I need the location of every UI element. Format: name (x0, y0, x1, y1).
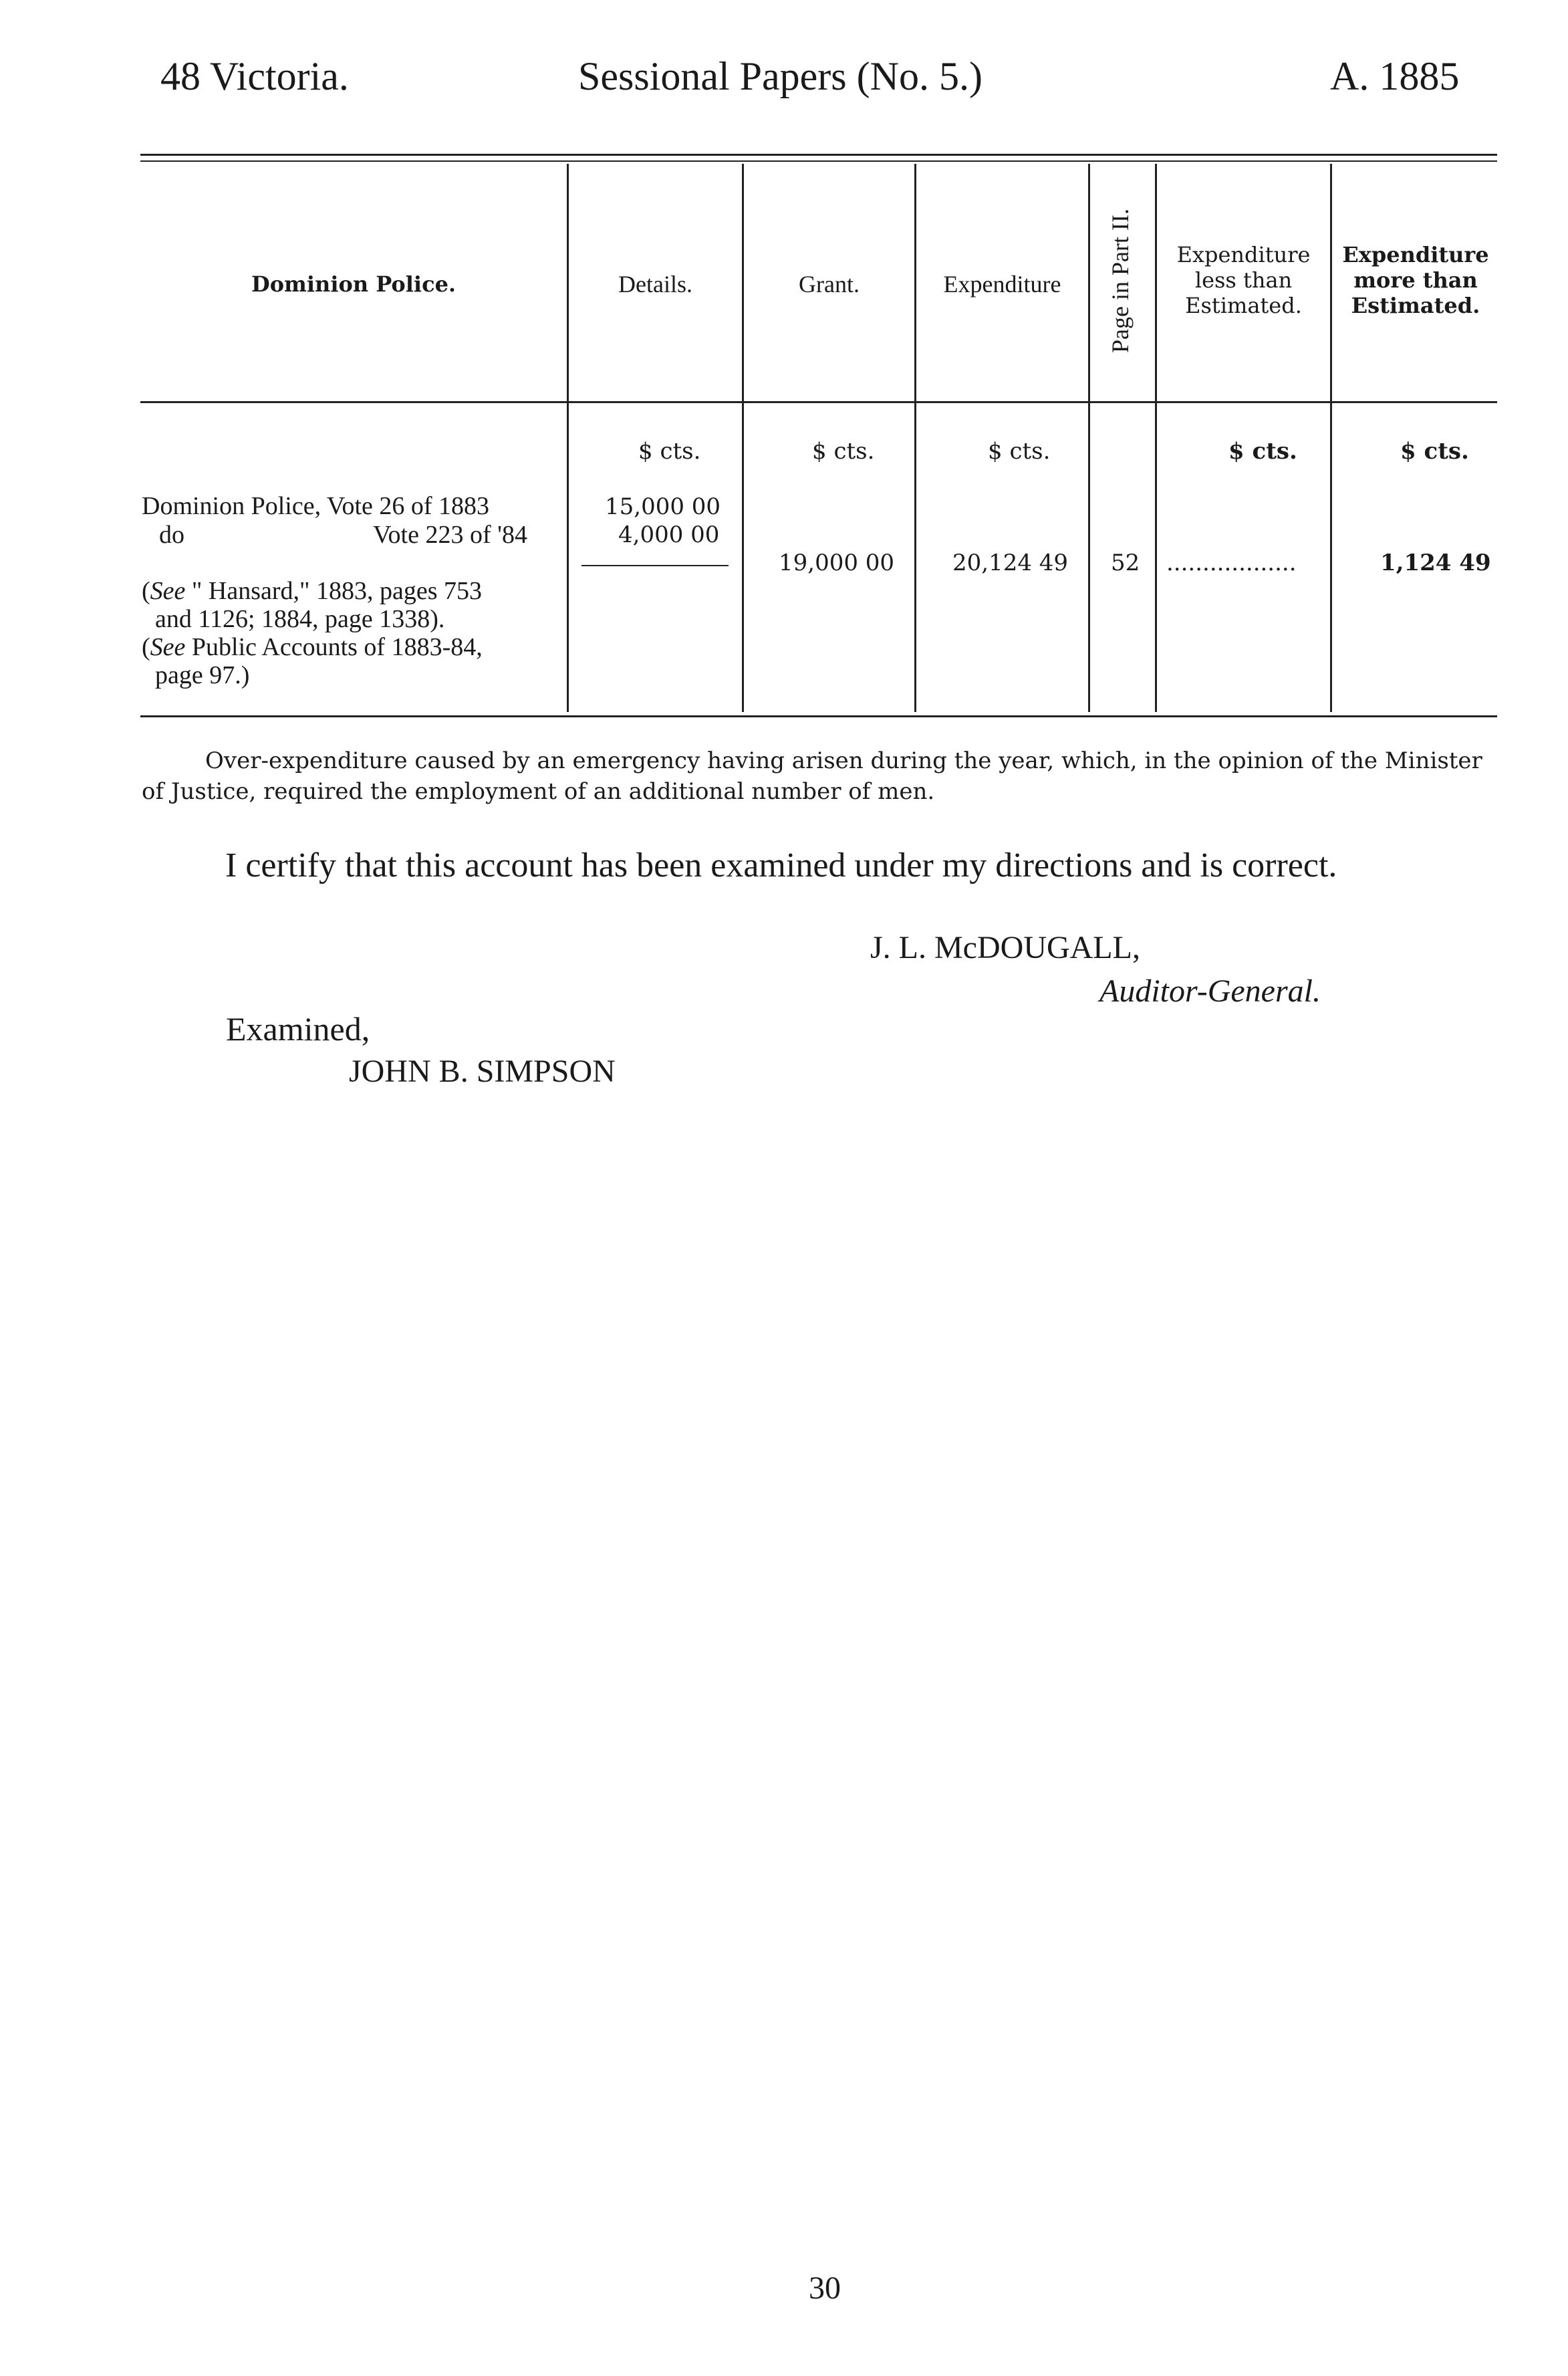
reference-hansard: (See " Hansard," 1883, pages 753 (142, 577, 483, 605)
col-header-more-line3: Estimated. (1351, 293, 1480, 318)
page-number: 30 (809, 2270, 841, 2306)
hansard-ref: " Hansard," 1883, pages 753 (191, 577, 483, 605)
col-header-more-line1: Expenditure (1342, 242, 1489, 267)
header-bottom-rule (140, 401, 1497, 403)
total-page: 52 (1111, 550, 1140, 576)
col-header-less (1157, 242, 1330, 318)
reference-hansard-2: and 1126; 1884, page 1338). (155, 605, 445, 633)
see-1: See (150, 577, 186, 605)
auditor-name: J. L. McDOUGALL, (870, 930, 1140, 965)
unit-less: $ cts. (1228, 438, 1297, 465)
total-less: .................. (1166, 550, 1297, 576)
col-header-less-line3: Estimated. (1185, 293, 1302, 318)
row-1-details: 15,000 00 (605, 493, 721, 520)
col-header-grant: Grant. (799, 271, 860, 298)
col-header-less-line2: less than (1194, 267, 1293, 293)
col-header-details: Details. (618, 271, 692, 298)
col-header-more (1332, 242, 1499, 318)
col-header-description: Dominion Police. (251, 271, 456, 297)
col-divider-3 (914, 164, 916, 712)
col-divider-4 (1088, 164, 1090, 712)
total-grant: 19,000 00 (779, 550, 895, 576)
unit-details: $ cts. (638, 438, 701, 465)
see-2: See (150, 633, 186, 661)
unit-more: $ cts. (1400, 438, 1469, 465)
col-header-less-line1: Expenditure (1176, 242, 1311, 267)
over-expenditure-note: Over-expenditure caused by an emergency having arisen during the year, which, in the opinion of the Minister of Justice, required the employment of an additional number of men. (142, 747, 1482, 805)
reference-public-accounts: (See Public Accounts of 1883-84, (142, 633, 483, 661)
examined-label: Examined, (226, 1010, 370, 1048)
unit-grant: $ cts. (812, 438, 875, 465)
col-divider-2 (742, 164, 744, 712)
public-ref: Public Accounts of 1883-84, (191, 633, 483, 661)
auditor-title: Auditor-General. (1099, 973, 1321, 1009)
row-2-label: Vote 223 of '84 (373, 521, 527, 549)
col-divider-1 (567, 164, 569, 712)
col-header-expenditure: Expenditure (943, 271, 1061, 298)
examiner-name: JOHN B. SIMPSON (349, 1054, 616, 1089)
row-2-details: 4,000 00 (618, 521, 720, 548)
table-top-rule (140, 154, 1497, 156)
col-header-more-line2: more than (1353, 267, 1478, 293)
header-left: 48 Victoria. (160, 54, 349, 98)
reference-public-accounts-2: page 97.) (155, 661, 250, 689)
unit-expenditure: $ cts. (988, 438, 1051, 465)
total-more: 1,124 49 (1380, 550, 1491, 576)
table-bottom-rule (140, 715, 1497, 717)
row-1-label: Dominion Police, Vote 26 of 1883 (142, 492, 490, 520)
col-header-page: Page in Part II. (1107, 209, 1134, 353)
table-top-rule-2 (140, 160, 1497, 162)
certification-text: I certify that this account has been examined under my directions and is correct. (225, 846, 1337, 884)
details-subtotal-rule (581, 565, 729, 566)
total-expenditure: 20,124 49 (952, 550, 1069, 576)
row-2-prefix: do (159, 521, 184, 549)
header-right: A. 1885 (1330, 54, 1460, 98)
header-center: Sessional Papers (No. 5.) (578, 54, 983, 98)
